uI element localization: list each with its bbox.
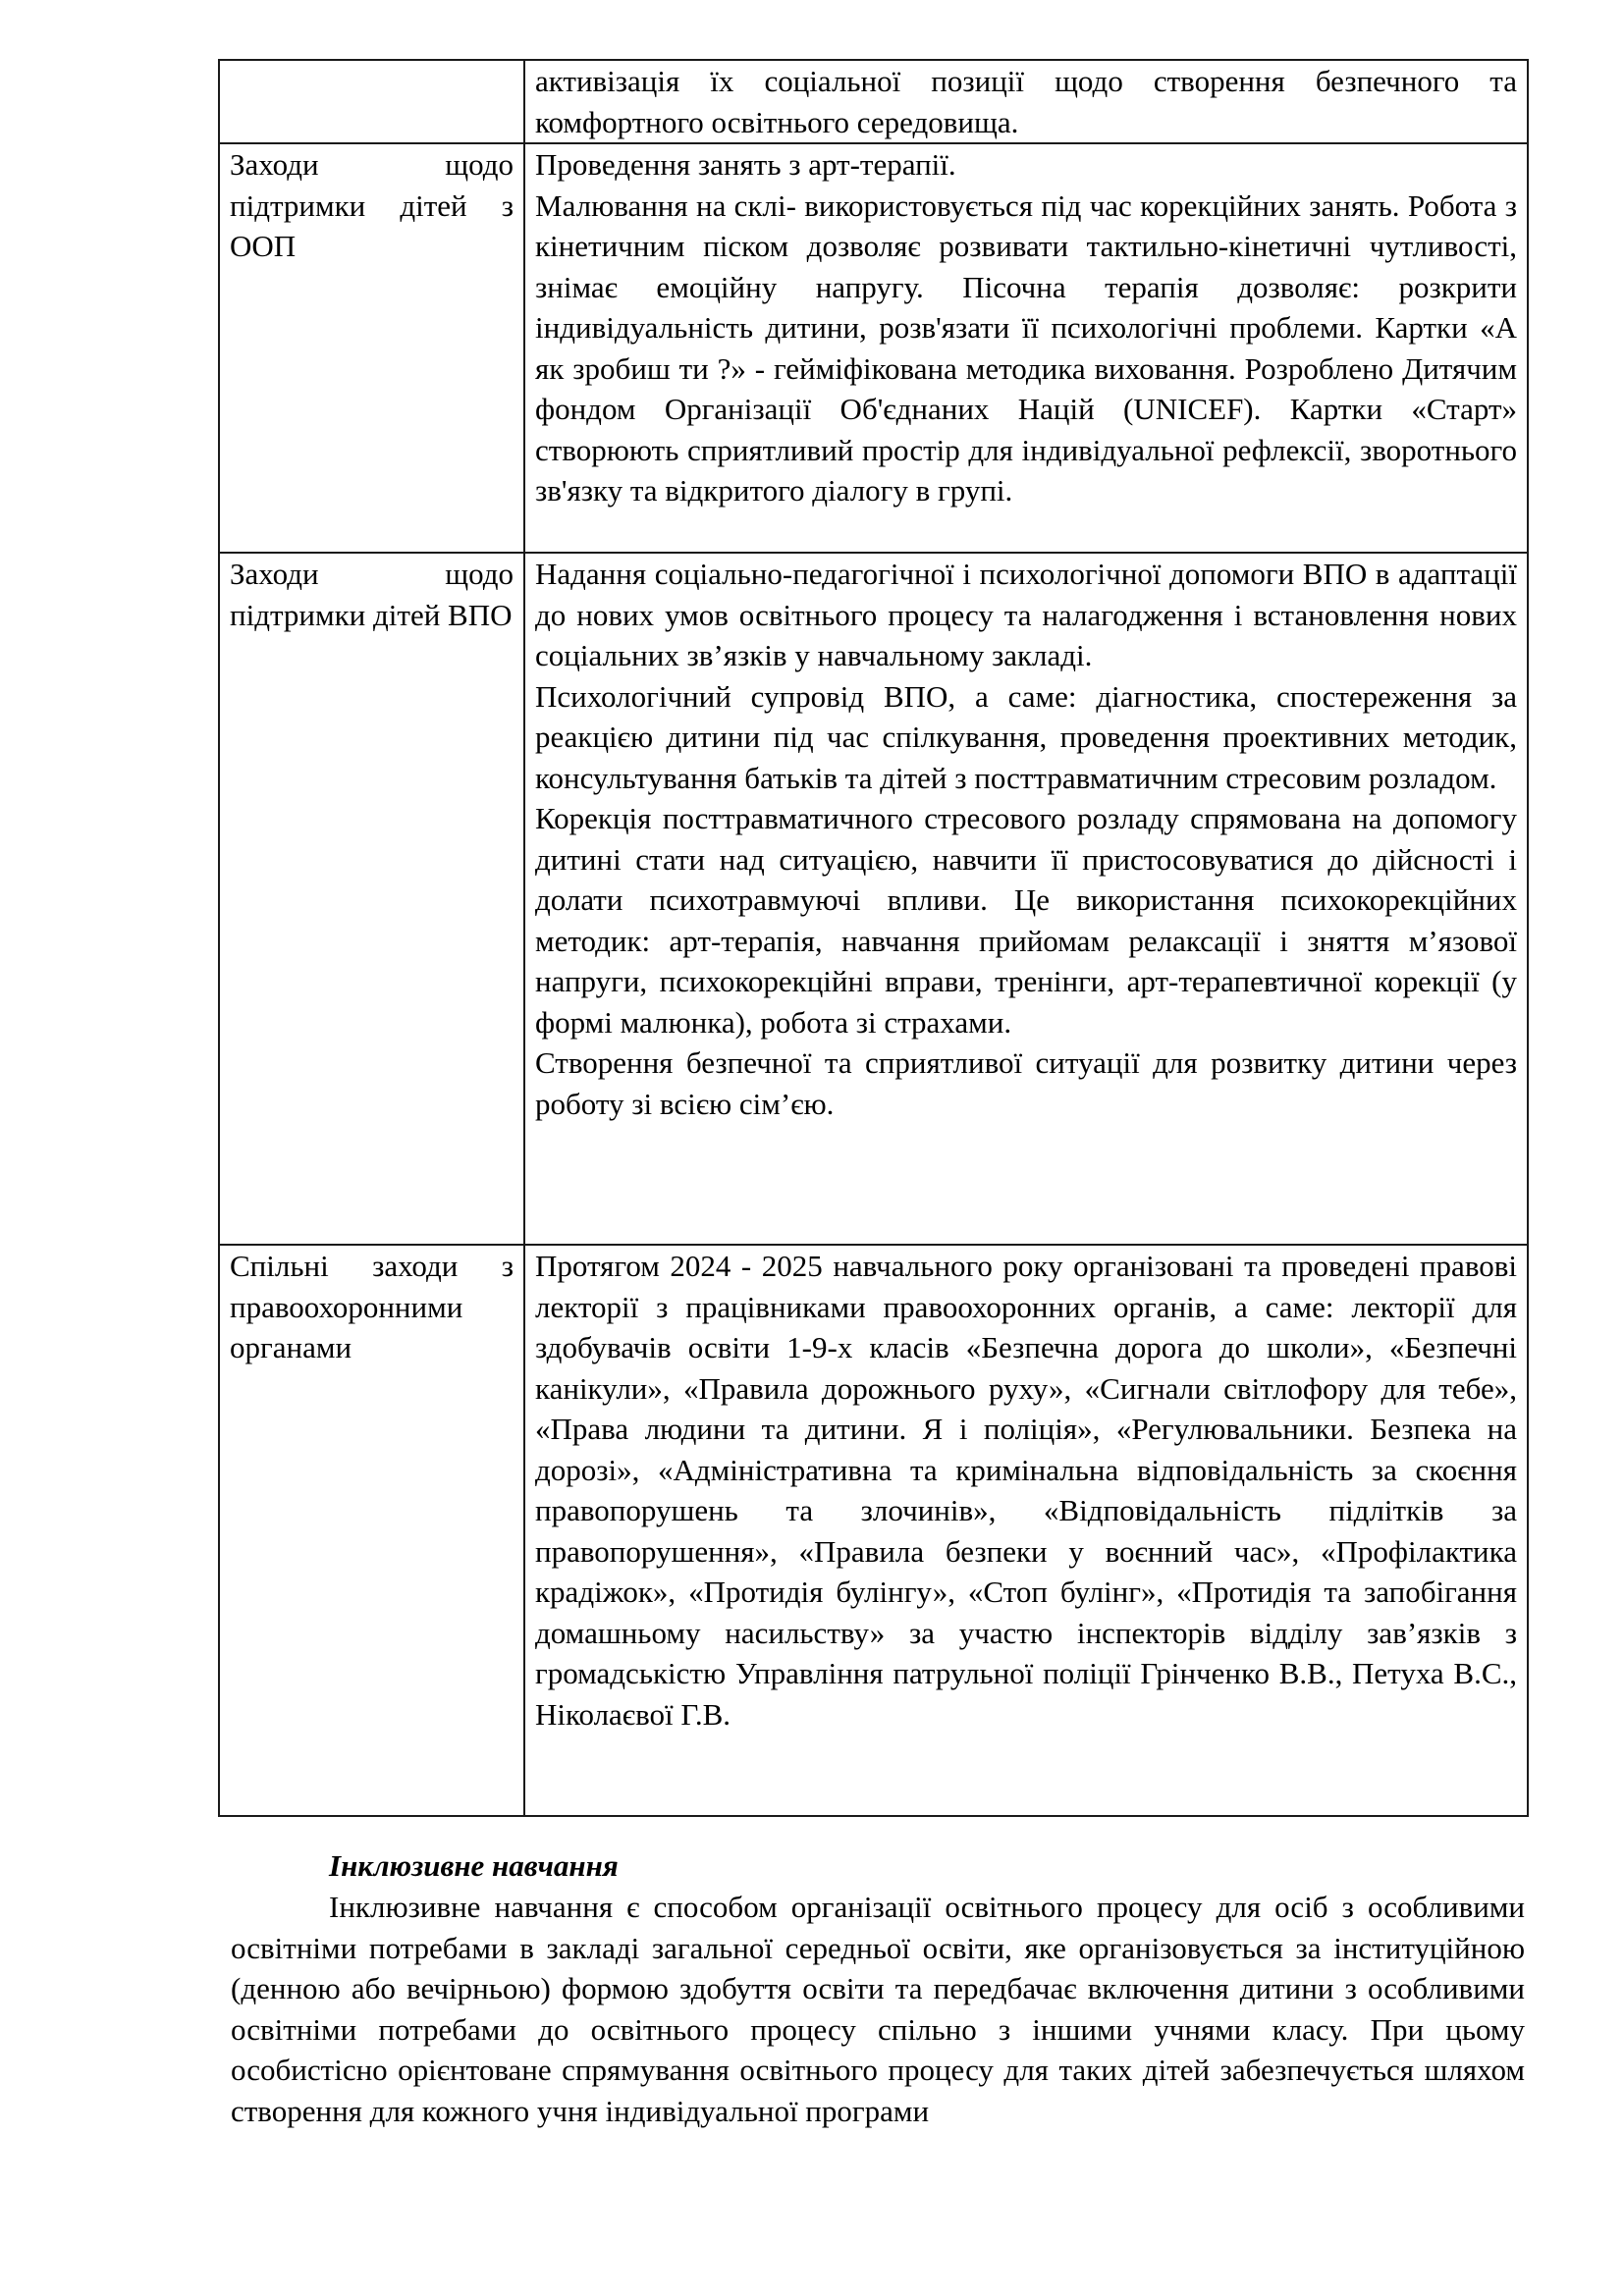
row-label-cell: [219, 60, 524, 143]
table-row: [219, 143, 1528, 553]
cell-paragraph: активізація їх соціальної позиції щодо створення безпечного та комфортного освітнього середовища.: [535, 64, 1517, 139]
section-heading: Інклюзивне навчання: [329, 1848, 619, 1883]
cell-paragraph: Надання соціально-педагогічної і психологічної допомоги ВПО в адаптації до нових умов освітнього процесу та налагодження і встановлення нових соціальних зв’язків у навчальному закладі.: [535, 557, 1517, 672]
cell-paragraph: Корекція посттравматичного стресового розладу спрямована на допомогу дитині стати над ситуацією, навчити її пристосовуватися до дійсності і долати психотравмуючі впливи. Це використання психокорекційних методик: арт-терапія, навчання прийомам релаксації і зняття м’язової напруги, психокорекційні вправи, тренінги, арт-терапевтичної корекції (у формі малюнка), робота зі страхами.: [535, 801, 1517, 1040]
measures-table: [218, 59, 1529, 1817]
row-content-cell: [524, 60, 1528, 143]
section-body-paragraph: Інклюзивне навчання є способом організації освітнього процесу для осіб з особливими освітніми потребами в закладі загальної середньої освіти, яке організовується за інституційною (денною або вечірньою) формою здобуття освіти та передбачає включення дитини з особливими освітніми потребами до освітнього процесу спільно з іншими учнями класу. При цьому особистісно орієнтоване спрямування освітнього процесу для таких дітей забезпечується шляхом створення для кожного учня індивідуальної програми: [231, 1890, 1525, 2128]
row-label-cell: Заходи щодо підтримки дітей з ООП: [219, 143, 524, 553]
table-row: [219, 60, 1528, 143]
cell-paragraph: Малювання на склі- використовується під час корекційних занять. Робота з кінетичним піском дозволяє розвивати тактильно-кінетичні чутливості, знімає емоційну напругу. Пісочна терапія дозволяє: розкрити індивідуальність дитини, розв'язати її психологічні проблеми. Картки «А як зробиш ти ?» - гейміфікована методика виховання. Розроблено Дитячим фондом Організації Об'єднаних Націй (UNICEF). Картки «Старт» створюють сприятливий простір для індивідуальної рефлексії, зворотнього зв'язку та відкритого діалогу в групі.: [535, 187, 1517, 507]
cell-paragraph: Створення безпечної та сприятливої ситуації для розвитку дитини через роботу зі всією сім’єю.: [535, 1045, 1517, 1121]
cell-paragraph: Психологічний супровід ВПО, а саме: діагностика, спостереження за реакцією дитини під час спілкування, проведення проективних методик, консультування батьків та дітей з посттравматичним стресовим розладом.: [535, 678, 1517, 795]
table-row: [219, 553, 1528, 1245]
row-content-cell: [524, 1245, 1528, 1816]
cell-paragraph: Протягом 2024 - 2025 навчального року організовані та проведені правові лекторії з працівниками правоохоронних органів, а саме: лекторії для здобувачів освіти 1-9-х класів «Безпечна дорога до школи», «Безпечні канікули», «Правила дорожнього руху», «Сигнали світлофору для тебе», «Права людини та дитини. Я і поліція», «Регулювальники. Безпека на дорозі», «Адміністративна та кримінальна відповідальність за скоєння правопорушень та злочинів», «Відповідальність підлітків за правопорушення», «Правила безпеки у воєнний час», «Профілактика крадіжок», «Протидія булінгу», «Стоп булінг», «Протидія та запобігання домашньому насильству» за участю інспекторів відділу зав’язків з громадськістю Управління патрульної поліції Грінченко В.В., Петуха В.С., Ніколаєвої Г.В.: [535, 1249, 1517, 1732]
table-row: [219, 1245, 1528, 1816]
row-content-cell: [524, 553, 1528, 1245]
row-content-cell: [524, 143, 1528, 553]
row-label-cell: Спільні заходи з правоохоронними органами: [219, 1245, 524, 1816]
cell-paragraph: Проведення занять з арт-терапії.: [535, 147, 956, 182]
row-label-cell: Заходи щодо підтримки дітей ВПО: [219, 553, 524, 1245]
